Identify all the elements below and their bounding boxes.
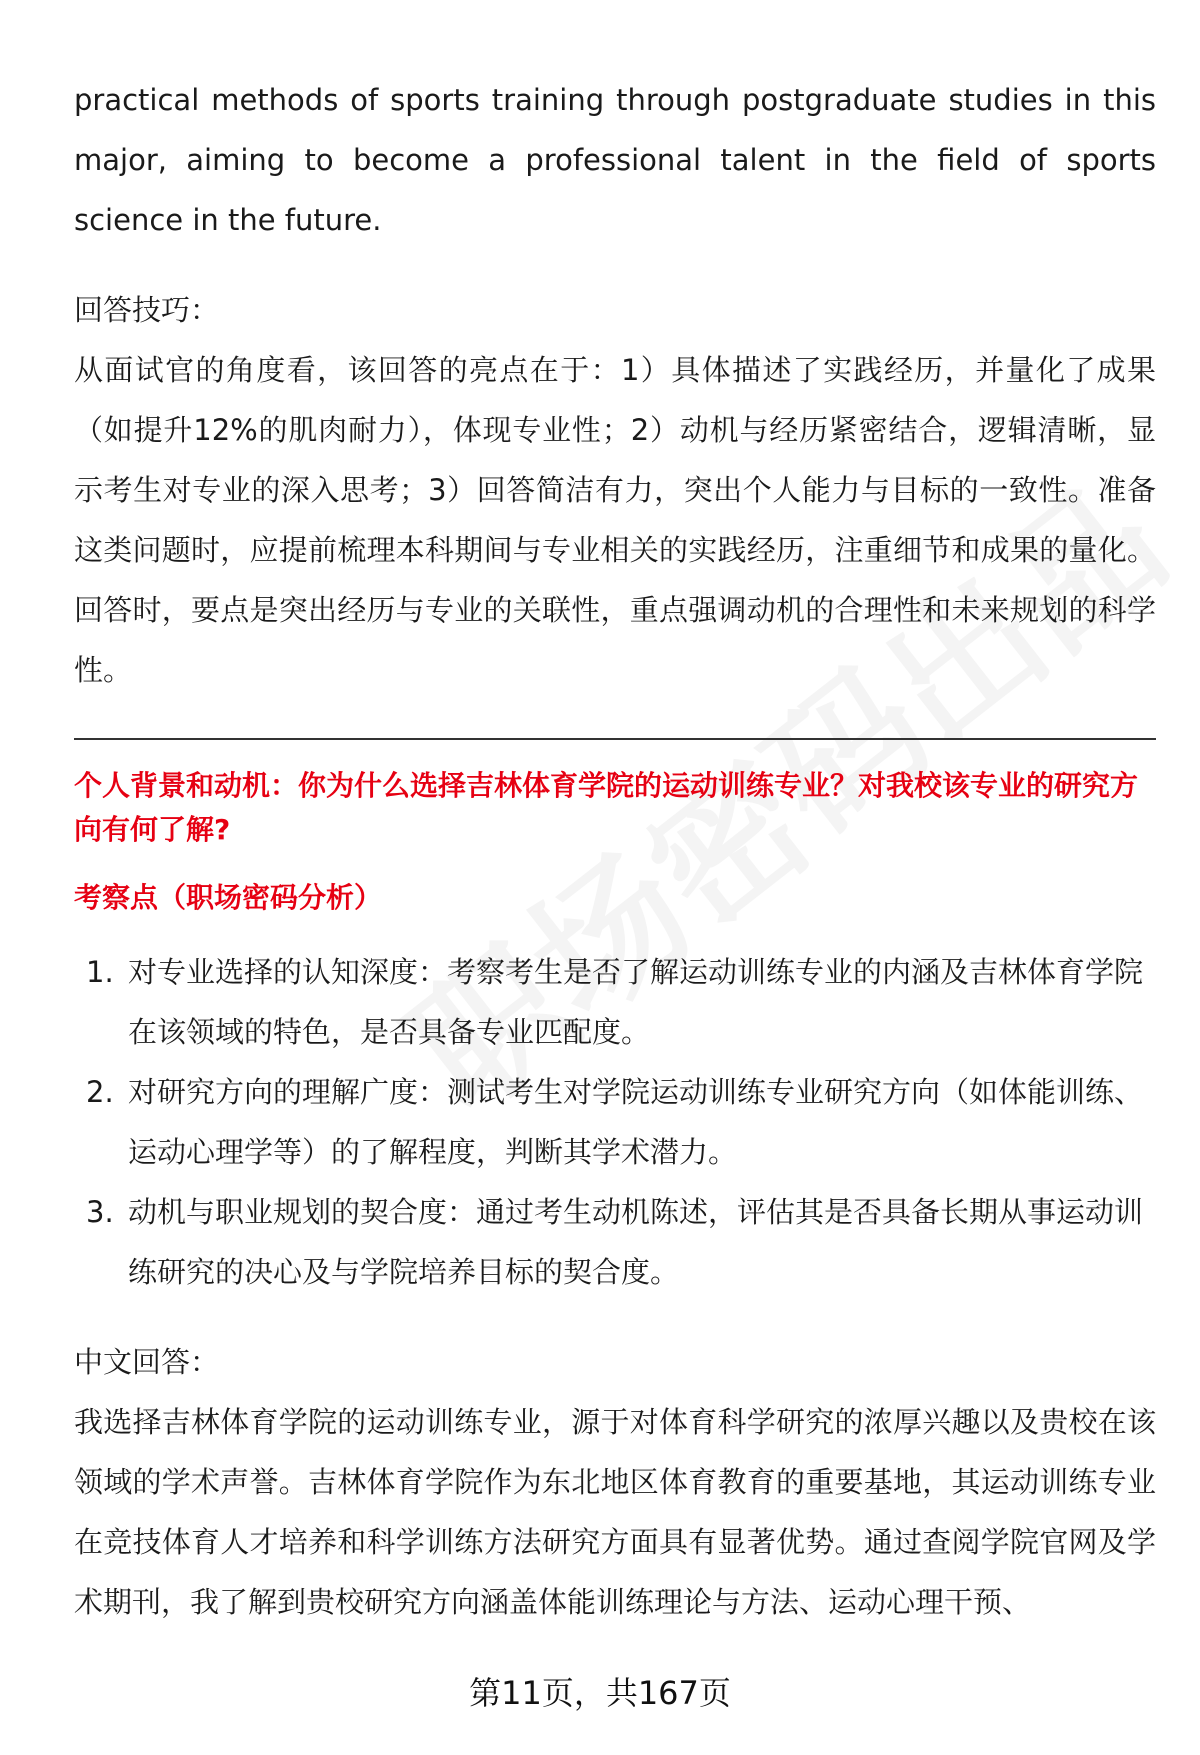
intro-paragraph: practical methods of sports training through postgraduate studies in this major, aiming to become a professional talent in the field of sports science in the future. (74, 83, 1156, 237)
list-item-number: 2. (86, 1075, 114, 1109)
list-item (74, 942, 1156, 1062)
tips-label: 回答技巧： (74, 293, 220, 327)
analysis-points-list (74, 942, 1156, 1302)
answer-body: 我选择吉林体育学院的运动训练专业，源于对体育科学研究的浓厚兴趣以及贵校在该领域的学术声誉。吉林体育学院作为东北地区体育教育的重要基地，其运动训练专业在竞技体育人才培养和科学训练方法研究方面具有显著优势。通过查阅学院官网及学术期刊，我了解到贵校研究方向涵盖体能训练理论与方法、运动心理干预、 (74, 1405, 1156, 1619)
list-item (74, 1182, 1156, 1302)
list-item-number: 3. (86, 1195, 114, 1229)
list-item-number: 1. (86, 955, 114, 989)
list-item-text: 对专业选择的认知深度：考察考生是否了解运动训练专业的内涵及吉林体育学院在该领域的特色，是否具备专业匹配度。 (128, 955, 1144, 1049)
list-item-text: 对研究方向的理解广度：测试考生对学院运动训练专业研究方向（如体能训练、运动心理学等）的了解程度，判断其学术潜力。 (128, 1075, 1144, 1169)
tips-body: 从面试官的角度看，该回答的亮点在于：1）具体描述了实践经历，并量化了成果（如提升12%的肌肉耐力），体现专业性；2）动机与经历紧密结合，逻辑清晰，显示考生对专业的深入思考；3）回答简洁有力，突出个人能力与目标的一致性。准备这类问题时，应提前梳理本科期间与专业相关的实践经历，注重细节和成果的量化。回答时，要点是突出经历与专业的关联性，重点强调动机的合理性和未来规划的科学性。 (74, 353, 1156, 687)
document-page (74, 70, 1156, 1632)
section-divider (74, 738, 1156, 740)
answer-label: 中文回答： (74, 1345, 220, 1379)
analysis-subhead: 考察点（职场密码分析） (74, 881, 383, 914)
list-item (74, 1062, 1156, 1182)
page-number: 第11页，共167页 (469, 1674, 731, 1712)
question-title: 个人背景和动机：你为什么选择吉林体育学院的运动训练专业？对我校该专业的研究方向有何了解? (74, 769, 1139, 846)
list-item-text: 动机与职业规划的契合度：通过考生动机陈述，评估其是否具备长期从事运动训练研究的决心及与学院培养目标的契合度。 (128, 1195, 1144, 1289)
